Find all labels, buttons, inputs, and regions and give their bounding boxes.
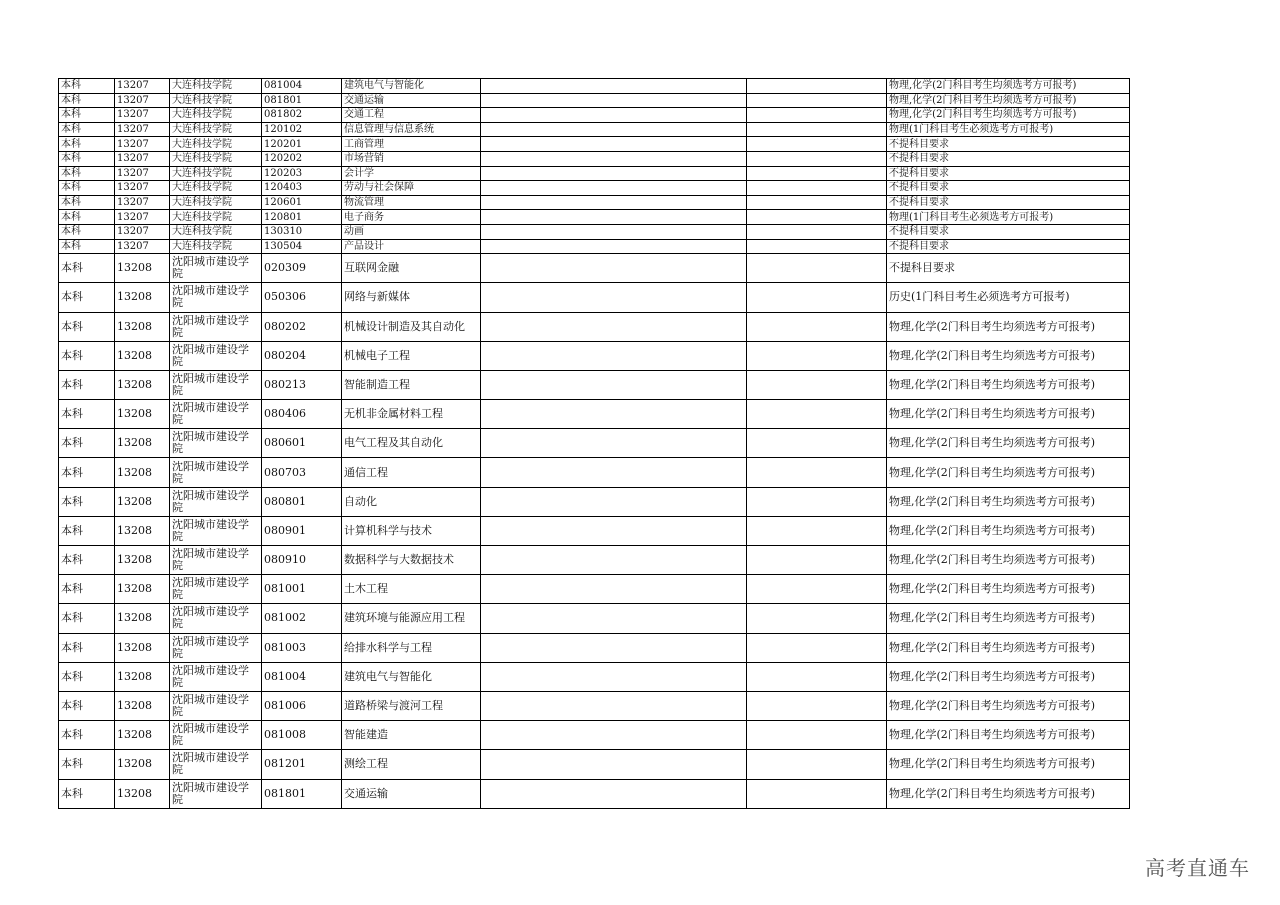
major-code-cell: 080406 (262, 400, 342, 429)
subject-requirement-cell: 物理,化学(2门科目考生均须选考方可报考) (887, 575, 1130, 604)
major-code-cell: 080910 (262, 546, 342, 575)
table-row (59, 283, 1130, 312)
school-name-cell: 大连科技学院 (170, 93, 262, 108)
school-name-cell: 沈阳城市建设学院 (170, 779, 262, 808)
level-cell: 本科 (59, 181, 115, 196)
blank-cell-b (747, 546, 887, 575)
blank-cell-b (747, 750, 887, 779)
major-name-cell: 交通工程 (342, 108, 481, 123)
school-code-cell: 13207 (115, 93, 170, 108)
blank-cell-a (481, 312, 747, 341)
subject-requirement-cell: 不提科目要求 (887, 181, 1130, 196)
level-cell: 本科 (59, 283, 115, 312)
table-row (59, 633, 1130, 662)
admission-requirements-table (58, 78, 1130, 809)
blank-cell-b (747, 575, 887, 604)
school-code-cell: 13208 (115, 429, 170, 458)
blank-cell-b (747, 108, 887, 123)
major-name-cell: 工商管理 (342, 137, 481, 152)
major-code-cell: 130504 (262, 239, 342, 254)
blank-cell-b (747, 239, 887, 254)
blank-cell-a (481, 283, 747, 312)
subject-requirement-cell: 物理,化学(2门科目考生均须选考方可报考) (887, 779, 1130, 808)
blank-cell-a (481, 254, 747, 283)
blank-cell-b (747, 633, 887, 662)
blank-cell-b (747, 662, 887, 691)
table-row (59, 604, 1130, 633)
table-row (59, 779, 1130, 808)
blank-cell-b (747, 721, 887, 750)
blank-cell-a (481, 458, 747, 487)
level-cell: 本科 (59, 721, 115, 750)
blank-cell-b (747, 341, 887, 370)
school-name-cell: 大连科技学院 (170, 137, 262, 152)
major-code-cell: 081001 (262, 575, 342, 604)
blank-cell-a (481, 93, 747, 108)
blank-cell-a (481, 239, 747, 254)
blank-cell-b (747, 458, 887, 487)
subject-requirement-cell: 不提科目要求 (887, 137, 1130, 152)
blank-cell-a (481, 429, 747, 458)
subject-requirement-cell: 物理,化学(2门科目考生均须选考方可报考) (887, 487, 1130, 516)
table-row (59, 458, 1130, 487)
watermark: 高考直通车 (1145, 856, 1250, 880)
subject-requirement-cell: 不提科目要求 (887, 224, 1130, 239)
blank-cell-a (481, 224, 747, 239)
blank-cell-b (747, 137, 887, 152)
school-name-cell: 大连科技学院 (170, 181, 262, 196)
major-code-cell: 020309 (262, 254, 342, 283)
school-name-cell: 沈阳城市建设学院 (170, 633, 262, 662)
blank-cell-b (747, 224, 887, 239)
table-row (59, 79, 1130, 94)
school-code-cell: 13208 (115, 750, 170, 779)
school-code-cell: 13208 (115, 341, 170, 370)
table-row (59, 137, 1130, 152)
table-row (59, 429, 1130, 458)
level-cell: 本科 (59, 210, 115, 225)
level-cell: 本科 (59, 429, 115, 458)
school-name-cell: 沈阳城市建设学院 (170, 604, 262, 633)
blank-cell-b (747, 151, 887, 166)
school-code-cell: 13207 (115, 195, 170, 210)
blank-cell-b (747, 254, 887, 283)
subject-requirement-cell: 不提科目要求 (887, 239, 1130, 254)
major-name-cell: 土木工程 (342, 575, 481, 604)
school-name-cell: 大连科技学院 (170, 239, 262, 254)
blank-cell-a (481, 181, 747, 196)
table-row (59, 400, 1130, 429)
blank-cell-b (747, 181, 887, 196)
level-cell: 本科 (59, 93, 115, 108)
blank-cell-b (747, 122, 887, 137)
level-cell: 本科 (59, 151, 115, 166)
blank-cell-a (481, 750, 747, 779)
major-code-cell: 081006 (262, 691, 342, 720)
school-name-cell: 沈阳城市建设学院 (170, 546, 262, 575)
level-cell: 本科 (59, 341, 115, 370)
subject-requirement-cell: 物理,化学(2门科目考生均须选考方可报考) (887, 721, 1130, 750)
major-name-cell: 机械电子工程 (342, 341, 481, 370)
table-row (59, 370, 1130, 399)
blank-cell-b (747, 283, 887, 312)
blank-cell-a (481, 662, 747, 691)
major-code-cell: 120102 (262, 122, 342, 137)
table-row (59, 224, 1130, 239)
table-row (59, 341, 1130, 370)
major-name-cell: 通信工程 (342, 458, 481, 487)
subject-requirement-cell: 不提科目要求 (887, 195, 1130, 210)
major-name-cell: 动画 (342, 224, 481, 239)
subject-requirement-cell: 物理,化学(2门科目考生均须选考方可报考) (887, 79, 1130, 94)
major-code-cell: 080703 (262, 458, 342, 487)
level-cell: 本科 (59, 546, 115, 575)
school-name-cell: 沈阳城市建设学院 (170, 516, 262, 545)
table-row (59, 312, 1130, 341)
blank-cell-a (481, 487, 747, 516)
major-code-cell: 080204 (262, 341, 342, 370)
school-code-cell: 13208 (115, 312, 170, 341)
blank-cell-b (747, 370, 887, 399)
school-code-cell: 13207 (115, 137, 170, 152)
table-row (59, 122, 1130, 137)
blank-cell-b (747, 312, 887, 341)
subject-requirement-cell: 物理,化学(2门科目考生均须选考方可报考) (887, 546, 1130, 575)
school-code-cell: 13208 (115, 779, 170, 808)
school-code-cell: 13207 (115, 122, 170, 137)
major-name-cell: 计算机科学与技术 (342, 516, 481, 545)
blank-cell-b (747, 516, 887, 545)
major-name-cell: 测绘工程 (342, 750, 481, 779)
major-code-cell: 081004 (262, 662, 342, 691)
table-row (59, 691, 1130, 720)
table-row (59, 516, 1130, 545)
level-cell: 本科 (59, 137, 115, 152)
school-name-cell: 沈阳城市建设学院 (170, 370, 262, 399)
school-code-cell: 13208 (115, 487, 170, 516)
school-code-cell: 13208 (115, 283, 170, 312)
subject-requirement-cell: 物理,化学(2门科目考生均须选考方可报考) (887, 341, 1130, 370)
level-cell: 本科 (59, 79, 115, 94)
major-code-cell: 050306 (262, 283, 342, 312)
subject-requirement-cell: 物理,化学(2门科目考生均须选考方可报考) (887, 458, 1130, 487)
blank-cell-a (481, 137, 747, 152)
level-cell: 本科 (59, 633, 115, 662)
school-code-cell: 13208 (115, 575, 170, 604)
major-code-cell: 120601 (262, 195, 342, 210)
major-name-cell: 市场营销 (342, 151, 481, 166)
table-row (59, 546, 1130, 575)
table-body (59, 79, 1130, 809)
blank-cell-a (481, 151, 747, 166)
level-cell: 本科 (59, 122, 115, 137)
subject-requirement-cell: 历史(1门科目考生必须选考方可报考) (887, 283, 1130, 312)
subject-requirement-cell: 物理,化学(2门科目考生均须选考方可报考) (887, 108, 1130, 123)
blank-cell-b (747, 210, 887, 225)
blank-cell-a (481, 195, 747, 210)
school-code-cell: 13207 (115, 151, 170, 166)
blank-cell-b (747, 779, 887, 808)
level-cell: 本科 (59, 662, 115, 691)
blank-cell-b (747, 79, 887, 94)
major-code-cell: 081801 (262, 779, 342, 808)
school-name-cell: 沈阳城市建设学院 (170, 254, 262, 283)
table-row (59, 487, 1130, 516)
school-name-cell: 大连科技学院 (170, 122, 262, 137)
school-name-cell: 沈阳城市建设学院 (170, 691, 262, 720)
school-code-cell: 13207 (115, 210, 170, 225)
blank-cell-a (481, 210, 747, 225)
major-code-cell: 120801 (262, 210, 342, 225)
major-name-cell: 数据科学与大数据技术 (342, 546, 481, 575)
level-cell: 本科 (59, 458, 115, 487)
school-name-cell: 沈阳城市建设学院 (170, 487, 262, 516)
school-code-cell: 13208 (115, 516, 170, 545)
blank-cell-a (481, 166, 747, 181)
subject-requirement-cell: 物理,化学(2门科目考生均须选考方可报考) (887, 93, 1130, 108)
major-code-cell: 120203 (262, 166, 342, 181)
major-name-cell: 无机非金属材料工程 (342, 400, 481, 429)
school-name-cell: 沈阳城市建设学院 (170, 721, 262, 750)
blank-cell-a (481, 575, 747, 604)
level-cell: 本科 (59, 224, 115, 239)
level-cell: 本科 (59, 312, 115, 341)
table-row (59, 93, 1130, 108)
major-name-cell: 电气工程及其自动化 (342, 429, 481, 458)
level-cell: 本科 (59, 779, 115, 808)
level-cell: 本科 (59, 239, 115, 254)
major-name-cell: 互联网金融 (342, 254, 481, 283)
school-name-cell: 沈阳城市建设学院 (170, 429, 262, 458)
subject-requirement-cell: 物理(1门科目考生必须选考方可报考) (887, 122, 1130, 137)
major-code-cell: 081004 (262, 79, 342, 94)
table-row (59, 575, 1130, 604)
level-cell: 本科 (59, 195, 115, 210)
blank-cell-a (481, 122, 747, 137)
table-row (59, 721, 1130, 750)
subject-requirement-cell: 物理,化学(2门科目考生均须选考方可报考) (887, 400, 1130, 429)
school-name-cell: 大连科技学院 (170, 224, 262, 239)
school-name-cell: 大连科技学院 (170, 210, 262, 225)
blank-cell-a (481, 79, 747, 94)
major-name-cell: 道路桥梁与渡河工程 (342, 691, 481, 720)
table-row (59, 210, 1130, 225)
subject-requirement-cell: 物理,化学(2门科目考生均须选考方可报考) (887, 662, 1130, 691)
major-code-cell: 081008 (262, 721, 342, 750)
major-name-cell: 信息管理与信息系统 (342, 122, 481, 137)
school-name-cell: 大连科技学院 (170, 151, 262, 166)
blank-cell-a (481, 516, 747, 545)
major-code-cell: 120201 (262, 137, 342, 152)
blank-cell-b (747, 195, 887, 210)
major-code-cell: 080901 (262, 516, 342, 545)
subject-requirement-cell: 不提科目要求 (887, 166, 1130, 181)
school-name-cell: 沈阳城市建设学院 (170, 400, 262, 429)
table-row (59, 166, 1130, 181)
major-code-cell: 120202 (262, 151, 342, 166)
school-name-cell: 沈阳城市建设学院 (170, 458, 262, 487)
major-code-cell: 081003 (262, 633, 342, 662)
school-code-cell: 13208 (115, 546, 170, 575)
major-name-cell: 自动化 (342, 487, 481, 516)
school-code-cell: 13208 (115, 691, 170, 720)
table-row (59, 750, 1130, 779)
table-row (59, 254, 1130, 283)
major-code-cell: 081201 (262, 750, 342, 779)
school-name-cell: 沈阳城市建设学院 (170, 341, 262, 370)
level-cell: 本科 (59, 370, 115, 399)
major-code-cell: 120403 (262, 181, 342, 196)
school-name-cell: 大连科技学院 (170, 166, 262, 181)
major-code-cell: 130310 (262, 224, 342, 239)
level-cell: 本科 (59, 691, 115, 720)
school-code-cell: 13207 (115, 239, 170, 254)
table-row (59, 195, 1130, 210)
blank-cell-b (747, 166, 887, 181)
school-code-cell: 13208 (115, 633, 170, 662)
school-name-cell: 沈阳城市建设学院 (170, 662, 262, 691)
school-code-cell: 13208 (115, 370, 170, 399)
blank-cell-a (481, 400, 747, 429)
school-code-cell: 13208 (115, 604, 170, 633)
subject-requirement-cell: 物理,化学(2门科目考生均须选考方可报考) (887, 750, 1130, 779)
blank-cell-a (481, 779, 747, 808)
school-name-cell: 沈阳城市建设学院 (170, 283, 262, 312)
school-name-cell: 大连科技学院 (170, 79, 262, 94)
major-name-cell: 给排水科学与工程 (342, 633, 481, 662)
school-code-cell: 13207 (115, 181, 170, 196)
blank-cell-a (481, 370, 747, 399)
level-cell: 本科 (59, 750, 115, 779)
major-name-cell: 会计学 (342, 166, 481, 181)
subject-requirement-cell: 物理(1门科目考生必须选考方可报考) (887, 210, 1130, 225)
school-name-cell: 大连科技学院 (170, 108, 262, 123)
school-name-cell: 沈阳城市建设学院 (170, 750, 262, 779)
level-cell: 本科 (59, 254, 115, 283)
major-name-cell: 建筑电气与智能化 (342, 662, 481, 691)
major-name-cell: 电子商务 (342, 210, 481, 225)
blank-cell-b (747, 429, 887, 458)
level-cell: 本科 (59, 108, 115, 123)
school-code-cell: 13207 (115, 108, 170, 123)
school-code-cell: 13207 (115, 224, 170, 239)
level-cell: 本科 (59, 575, 115, 604)
blank-cell-a (481, 604, 747, 633)
table-row (59, 151, 1130, 166)
level-cell: 本科 (59, 400, 115, 429)
school-code-cell: 13207 (115, 79, 170, 94)
blank-cell-a (481, 721, 747, 750)
school-name-cell: 沈阳城市建设学院 (170, 312, 262, 341)
major-code-cell: 081801 (262, 93, 342, 108)
subject-requirement-cell: 不提科目要求 (887, 254, 1130, 283)
blank-cell-a (481, 691, 747, 720)
major-name-cell: 建筑电气与智能化 (342, 79, 481, 94)
major-name-cell: 机械设计制造及其自动化 (342, 312, 481, 341)
major-code-cell: 080601 (262, 429, 342, 458)
major-code-cell: 081802 (262, 108, 342, 123)
major-name-cell: 产品设计 (342, 239, 481, 254)
subject-requirement-cell: 物理,化学(2门科目考生均须选考方可报考) (887, 691, 1130, 720)
school-code-cell: 13208 (115, 254, 170, 283)
blank-cell-a (481, 633, 747, 662)
blank-cell-b (747, 691, 887, 720)
subject-requirement-cell: 物理,化学(2门科目考生均须选考方可报考) (887, 604, 1130, 633)
major-name-cell: 网络与新媒体 (342, 283, 481, 312)
school-code-cell: 13207 (115, 166, 170, 181)
level-cell: 本科 (59, 166, 115, 181)
school-code-cell: 13208 (115, 458, 170, 487)
subject-requirement-cell: 物理,化学(2门科目考生均须选考方可报考) (887, 429, 1130, 458)
level-cell: 本科 (59, 604, 115, 633)
major-code-cell: 080213 (262, 370, 342, 399)
subject-requirement-cell: 物理,化学(2门科目考生均须选考方可报考) (887, 312, 1130, 341)
blank-cell-b (747, 487, 887, 516)
school-code-cell: 13208 (115, 721, 170, 750)
major-name-cell: 智能制造工程 (342, 370, 481, 399)
table-row (59, 181, 1130, 196)
level-cell: 本科 (59, 516, 115, 545)
subject-requirement-cell: 物理,化学(2门科目考生均须选考方可报考) (887, 633, 1130, 662)
major-name-cell: 劳动与社会保障 (342, 181, 481, 196)
major-code-cell: 081002 (262, 604, 342, 633)
major-code-cell: 080801 (262, 487, 342, 516)
school-name-cell: 大连科技学院 (170, 195, 262, 210)
school-name-cell: 沈阳城市建设学院 (170, 575, 262, 604)
blank-cell-a (481, 108, 747, 123)
blank-cell-a (481, 341, 747, 370)
blank-cell-b (747, 400, 887, 429)
subject-requirement-cell: 不提科目要求 (887, 151, 1130, 166)
level-cell: 本科 (59, 487, 115, 516)
table-row (59, 239, 1130, 254)
blank-cell-b (747, 604, 887, 633)
subject-requirement-cell: 物理,化学(2门科目考生均须选考方可报考) (887, 516, 1130, 545)
blank-cell-b (747, 93, 887, 108)
major-name-cell: 建筑环境与能源应用工程 (342, 604, 481, 633)
blank-cell-a (481, 546, 747, 575)
table-row (59, 108, 1130, 123)
major-name-cell: 交通运输 (342, 779, 481, 808)
school-code-cell: 13208 (115, 662, 170, 691)
major-name-cell: 交通运输 (342, 93, 481, 108)
major-name-cell: 智能建造 (342, 721, 481, 750)
major-name-cell: 物流管理 (342, 195, 481, 210)
table-row (59, 662, 1130, 691)
school-code-cell: 13208 (115, 400, 170, 429)
major-code-cell: 080202 (262, 312, 342, 341)
subject-requirement-cell: 物理,化学(2门科目考生均须选考方可报考) (887, 370, 1130, 399)
